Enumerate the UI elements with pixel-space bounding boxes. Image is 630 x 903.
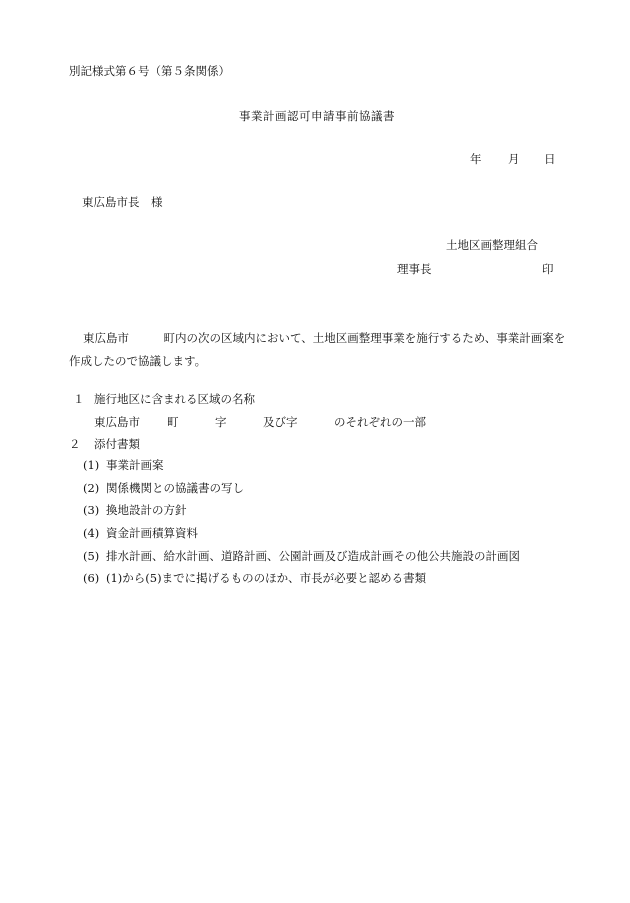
chairperson-label: 理事長: [397, 262, 432, 276]
attachment-text: 資金計画積算資料: [106, 526, 198, 541]
form-label: 別記様式第６号（第５条関係）: [69, 64, 230, 78]
district-location-line: [94, 417, 494, 431]
body-paragraph: 東広島市 町内の次の区域内において、土地区画整理事業を施行するため、事業計画案を作成したので協議します。: [69, 331, 566, 368]
attachment-number: (3): [83, 503, 100, 518]
attachment-text: 排水計画、給水計画、道路計画、公園計画及び造成計画その他公共施設の計画図: [106, 548, 520, 563]
location-and-aza: 及び字: [263, 415, 298, 429]
date-month-label: 月: [508, 152, 520, 166]
location-suffix: のそれぞれの一部: [334, 415, 426, 429]
section-1-number: １: [73, 392, 85, 406]
attachment-text: 換地設計の方針: [106, 503, 187, 518]
document-title: 事業計画認可申請事前協議書: [239, 109, 395, 123]
location-cho: 町: [167, 415, 179, 429]
location-aza: 字: [215, 415, 227, 429]
section-1-title: 施行地区に含まれる区域の名称: [94, 392, 255, 406]
seal-mark: 印: [542, 262, 554, 276]
attachment-text: 関係機関との協議書の写し: [106, 480, 244, 495]
date-year-label: 年: [470, 152, 482, 166]
date-day-label: 日: [544, 152, 556, 166]
section-2-title: 添付書類: [94, 437, 140, 451]
attachment-number: (6): [83, 571, 100, 586]
attachment-number: (2): [83, 480, 100, 495]
attachment-text: 事業計画案: [106, 458, 164, 472]
date-line: [470, 154, 560, 168]
attachment-number: (4): [83, 526, 100, 541]
section-2-number: ２: [69, 437, 81, 451]
location-city: 東広島市: [94, 415, 140, 429]
addressee: 東広島市長 様: [82, 195, 163, 209]
attachment-number: (5): [83, 548, 100, 563]
attachment-text: (1)から(5)までに掲げるもののほか、市長が必要と認める書類: [106, 571, 427, 586]
applicant-organization: 土地区画整理組合: [446, 238, 538, 252]
attachment-number: (1): [83, 458, 100, 472]
